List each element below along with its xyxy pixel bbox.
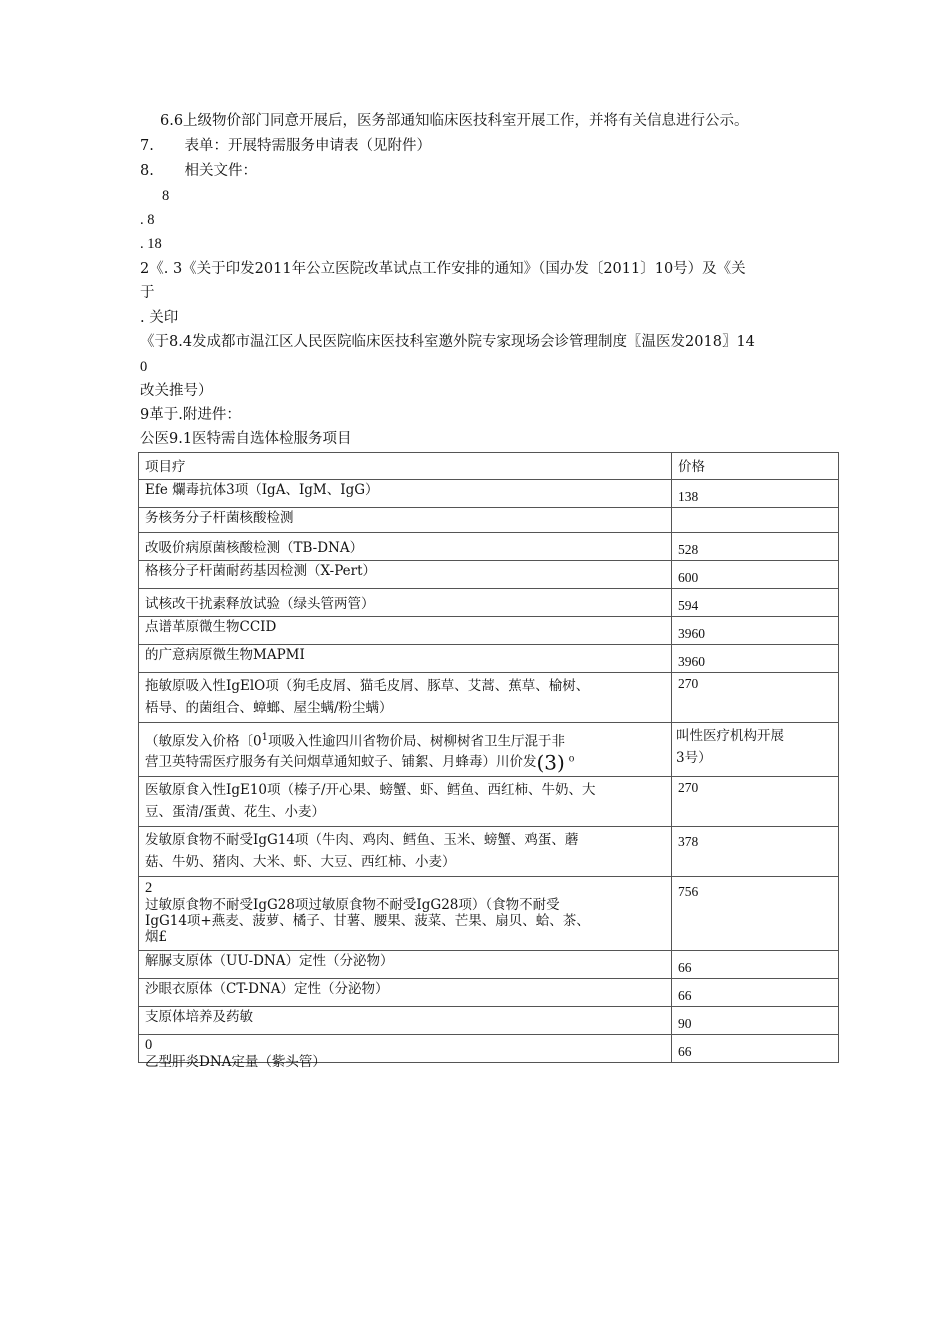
table-row [139, 645, 839, 673]
item-fragment: 营卫英特需医疗服务有关问烟草通知蚊子、铺絮、月蜂毒）川价发 [145, 753, 537, 770]
item-cell: 改吸价病原菌核酸检测（TB-DNA） [139, 533, 672, 561]
item-clip [145, 1036, 665, 1070]
item-cell [139, 826, 672, 876]
price-value: 3960 [678, 654, 705, 669]
item-cell [139, 673, 672, 723]
item-line: IgG14项+燕麦、菠萝、橘子、甘薯、腰果、菠菜、芒果、扇贝、蛤、茶、 [145, 912, 590, 929]
item-cell [139, 1034, 672, 1070]
paragraph-8-4-cont: 0 [140, 359, 148, 375]
item-fragment: 项吸入性逾四川省物价局、树柳树省卫生厅混于非 [267, 733, 565, 750]
price-line: 3号） [676, 750, 712, 766]
item-cell: 务核务分子杆菌核酸检测 [139, 508, 672, 533]
paragraph-8-text: 相关文件： [184, 163, 257, 179]
item-line [145, 728, 665, 752]
price-cell [672, 950, 839, 978]
price-line: 叫性医疗机构开展 [676, 728, 784, 744]
table-row [139, 533, 839, 561]
table-row [139, 617, 839, 645]
paragraph-8-4: 《于8.4发成都市温江区人民医院临床医技科室邀外院专家现场会诊管理制度〖温医发2018〗14 [140, 334, 755, 350]
paragraph-8-number: 8. [140, 163, 154, 179]
fragment-guanyin: . 关印 [140, 310, 179, 326]
table-caption: 公医9.1医特需自选体检服务项目 [140, 431, 352, 447]
table-row [139, 776, 839, 826]
price-cell [672, 533, 839, 561]
item-cell [139, 776, 672, 826]
price-cell [672, 589, 839, 617]
price-cell [672, 508, 839, 533]
paragraph-6-6: 6.6上级物价部门同意开展后，医务部通知临床医技科室开展工作，并将有关信息进行公示。 [160, 113, 749, 129]
paragraph-8-3: 2《. 3《关于印发2011年公立医院改革试点工作安排的通知》（国办发〔2011〕10号）及《关 [140, 261, 746, 277]
table-row [139, 876, 839, 950]
paragraph-8 [140, 162, 257, 180]
price-value: 594 [678, 598, 699, 613]
item-cell: 的广意病原微生物MAPMI [139, 645, 672, 673]
table-row [139, 1006, 839, 1034]
item-line: 0 [145, 1036, 153, 1053]
item-cell [139, 876, 672, 950]
item-cell: 试核改干扰素释放试验（绿头管两管） [139, 589, 672, 617]
table-row [139, 826, 839, 876]
price-value: 90 [678, 1015, 692, 1031]
price-cell [672, 561, 839, 589]
price-cell [672, 723, 839, 777]
item-cell: Efe 爛毒抗体3项（IgA、IgM、IgG） [139, 480, 672, 508]
price-cell [672, 617, 839, 645]
item-cell: 点谱革原微生物CCID [139, 617, 672, 645]
item-line: 豆、蛋清/蛋黄、花生、小麦） [145, 803, 326, 820]
service-price-table [138, 452, 839, 1070]
price-value: 3960 [678, 626, 705, 641]
price-cell [672, 645, 839, 673]
item-line [145, 752, 665, 774]
table-row [139, 978, 839, 1006]
fragment-8: 8 [162, 188, 170, 204]
item-cell [139, 723, 672, 777]
item-line: 发敏原食物不耐受IgG14项（牛肉、鸡肉、鳕鱼、玉米、螃蟹、鸡蛋、蘑 [145, 831, 579, 848]
table-row [139, 673, 839, 723]
paragraph-gaiguan: 改关推号） [140, 383, 213, 399]
item-cell: 支原体培养及药敏 [139, 1006, 672, 1034]
price-value: 66 [678, 987, 692, 1003]
paragraph-7 [140, 137, 431, 155]
table-header-row [139, 453, 839, 480]
item-line: 菇、牛奶、猪肉、大米、虾、大豆、西红柿、小麦） [145, 853, 456, 870]
price-value: 528 [678, 542, 699, 557]
item-line: 烟£ [145, 928, 168, 945]
price-cell: 756 [672, 876, 839, 950]
table-row [139, 480, 839, 508]
item-cell: 沙眼衣原体（CT-DNA）定性（分泌物） [139, 978, 672, 1006]
table-row [139, 561, 839, 589]
price-value: 600 [678, 570, 699, 585]
item-fragment: ⁰ [568, 753, 575, 770]
item-line: 拖敏原吸入性IgElO项（狗毛皮屑、猫毛皮屑、豚草、艾蒿、蕉草、榆树、 [145, 678, 590, 694]
price-cell: 270 [672, 673, 839, 723]
item-fragment: (3) [536, 750, 565, 774]
item-line: 医敏原食入性IgE10项（榛子/开心果、螃蟹、虾、鳕鱼、西红柿、牛奶、大 [145, 781, 596, 798]
table-row [139, 508, 839, 533]
header-item: 项目疗 [139, 453, 672, 480]
table-row [139, 723, 839, 777]
table-row [139, 950, 839, 978]
price-value: 138 [678, 489, 699, 504]
item-cell: 解脲支原体（UU-DNA）定性（分泌物） [139, 950, 672, 978]
item-fragment: （敏原发入价格〔0 [145, 733, 262, 750]
price-cell: 378 [672, 826, 839, 876]
item-line: 乙型肝炎DNA定量（紫头管） [145, 1053, 326, 1070]
price-value: 66 [678, 959, 692, 975]
price-value: 66 [678, 1043, 692, 1059]
paragraph-8-3-cont: 于 [140, 285, 155, 301]
paragraph-7-number: 7. [140, 138, 154, 154]
header-price: 价格 [672, 453, 839, 480]
paragraph-9: 9革于.附进件： [140, 407, 241, 423]
price-cell [672, 1034, 839, 1062]
paragraph-7-text: 表单：开展特需服务申请表（见附件） [184, 138, 431, 154]
fragment-dot-18: . 18 [140, 236, 162, 252]
table-row [139, 1034, 839, 1062]
item-superscript: 1 [261, 732, 268, 743]
fragment-dot-8: . 8 [140, 212, 155, 228]
price-cell [672, 480, 839, 508]
item-line: 梧导、的菌组合、蟑螂、屋尘螨/粉尘螨） [145, 700, 393, 716]
item-line: 2 [145, 879, 153, 896]
table-row [139, 589, 839, 617]
item-line: 过敏原食物不耐受IgG28项过敏原食物不耐受IgG28项）（食物不耐受 [145, 896, 560, 913]
price-cell: 270 [672, 776, 839, 826]
item-cell: 格核分子杆菌耐药基因检测（X-Pert） [139, 561, 672, 589]
price-cell [672, 978, 839, 1006]
price-cell [672, 1006, 839, 1034]
